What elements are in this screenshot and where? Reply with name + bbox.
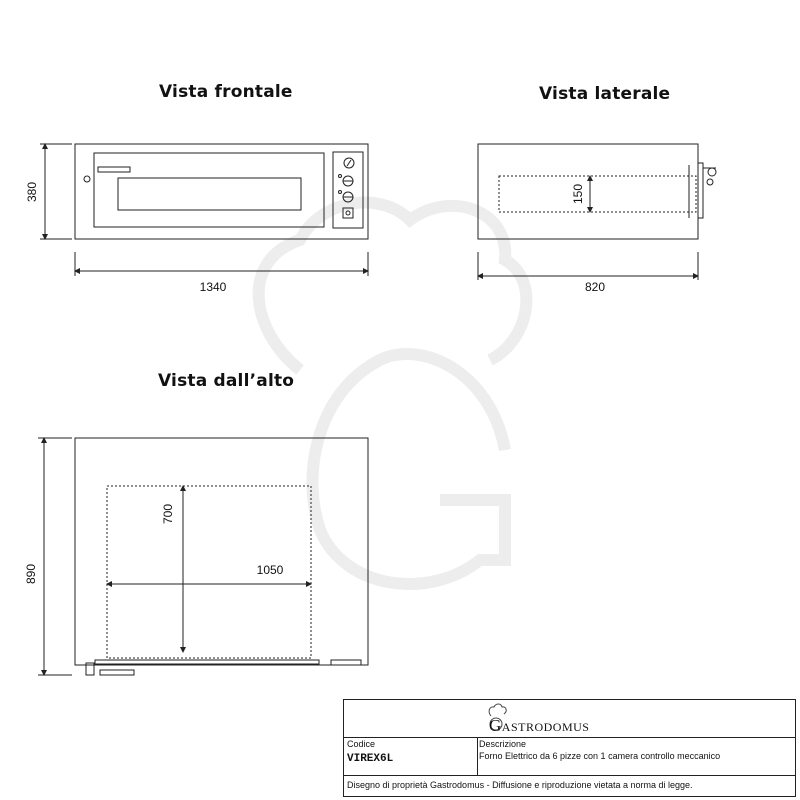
code-label: Codice bbox=[347, 739, 376, 749]
side-depth-dim: 820 bbox=[584, 280, 606, 294]
side-inner-height-dim: 150 bbox=[571, 183, 585, 205]
top-inner-width-dim: 1050 bbox=[256, 563, 284, 577]
top-depth-dim: 890 bbox=[24, 563, 38, 585]
footer-note: Disegno di proprietà Gastrodomus - Diffusione e riproduzione vietata a norma di legge. bbox=[347, 780, 693, 790]
product-description: Forno Elettrico da 6 pizze con 1 camera controllo meccanico bbox=[479, 751, 721, 761]
top-view-title: Vista dall’alto bbox=[158, 371, 295, 391]
top-inner-depth-dim: 700 bbox=[161, 503, 175, 525]
product-code: VIREX6L bbox=[347, 753, 394, 765]
description-label: Descrizione bbox=[479, 739, 527, 749]
front-view-title: Vista frontale bbox=[159, 82, 293, 102]
side-view-title: Vista laterale bbox=[539, 84, 671, 104]
front-height-dim: 380 bbox=[25, 181, 39, 203]
front-width-dim: 1340 bbox=[199, 280, 227, 294]
brand-name: Gastrodomus bbox=[489, 716, 590, 735]
